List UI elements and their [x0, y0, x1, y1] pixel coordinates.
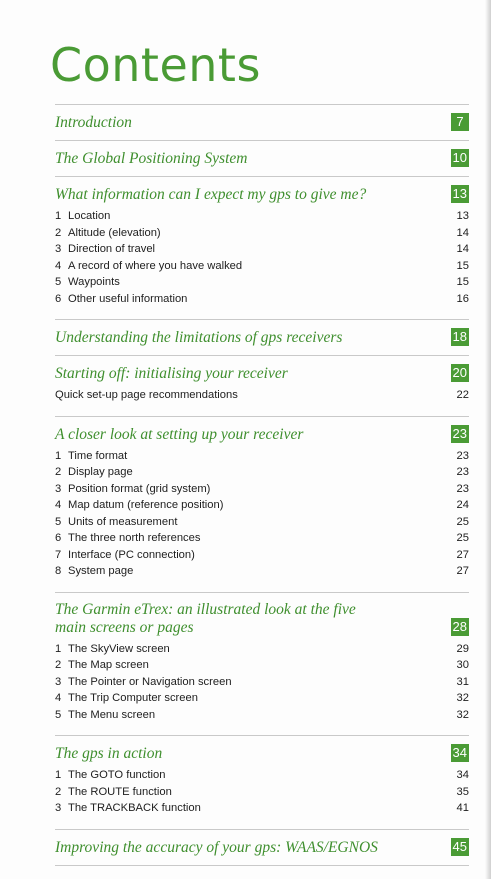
- item-page: 32: [456, 692, 469, 704]
- item-label: Other useful information: [68, 292, 188, 305]
- section-items: [55, 387, 469, 416]
- item-number: 4: [55, 692, 62, 704]
- item-number: 2: [55, 466, 62, 478]
- section-page-badge: 7: [451, 113, 469, 131]
- item-page: 31: [456, 675, 469, 688]
- item-number: 1: [55, 449, 62, 462]
- toc-item[interactable]: [55, 387, 469, 404]
- item-label: Waypoints: [68, 276, 120, 288]
- item-number: 4: [55, 499, 62, 511]
- toc-section-header[interactable]: [55, 141, 469, 176]
- section-title: The gps in action: [55, 745, 163, 762]
- item-page: 27: [456, 548, 469, 561]
- item-label: Units of measurement: [68, 515, 178, 528]
- item-page: 14: [456, 243, 469, 255]
- section-page-badge: 23: [452, 425, 467, 441]
- section-page-badge: 28: [452, 618, 467, 634]
- item-page: 41: [456, 802, 469, 814]
- item-page: 24: [456, 499, 469, 511]
- item-label: The Trip Computer screen: [68, 692, 198, 704]
- section-page-badge: 10: [452, 150, 467, 165]
- item-number: 1: [55, 210, 62, 222]
- page-edge-shadow: [485, 0, 491, 879]
- toc-section-header[interactable]: [55, 830, 469, 865]
- section-title-line: The Garmin eTrex: an illustrated look at the five: [55, 600, 356, 618]
- item-number: 3: [55, 243, 62, 255]
- item-page: 35: [456, 785, 469, 798]
- table-of-contents: [55, 104, 469, 866]
- toc-item[interactable]: [55, 547, 469, 564]
- toc-section: [55, 319, 469, 355]
- item-page: 23: [456, 466, 469, 478]
- toc-section: [55, 355, 469, 416]
- item-label: Location: [68, 210, 111, 222]
- toc-item[interactable]: [55, 241, 469, 258]
- section-title: Understanding the limitations of gps receivers: [55, 329, 343, 346]
- item-label: Map datum (reference position): [68, 499, 224, 511]
- item-page: 13: [456, 210, 469, 222]
- section-title: [55, 601, 356, 637]
- item-page: 22: [456, 389, 469, 401]
- item-label: The GOTO function: [68, 769, 166, 781]
- item-label: Time format: [68, 449, 128, 462]
- toc-item[interactable]: [55, 514, 469, 531]
- toc-item[interactable]: [55, 641, 469, 658]
- item-label: The three north references: [68, 532, 201, 544]
- item-label: Position format (grid system): [68, 482, 211, 495]
- item-page: 30: [456, 659, 469, 671]
- item-number: 6: [55, 532, 62, 544]
- item-number: 8: [55, 565, 62, 577]
- section-items: [55, 208, 469, 319]
- item-label: The Pointer or Navigation screen: [68, 675, 232, 688]
- item-label: System page: [68, 565, 134, 577]
- item-label: The ROUTE function: [68, 785, 172, 798]
- item-label: The Map screen: [68, 659, 149, 671]
- item-page: 25: [456, 532, 469, 544]
- section-page-badge: 18: [452, 329, 467, 344]
- section-items: [55, 767, 469, 829]
- section-items: [55, 448, 469, 592]
- toc-section: [55, 592, 469, 736]
- item-page: 27: [456, 565, 469, 577]
- item-number: 5: [55, 708, 62, 721]
- toc-section-header[interactable]: [55, 736, 469, 767]
- toc-item[interactable]: [55, 291, 469, 308]
- toc-item[interactable]: [55, 530, 469, 547]
- toc-item[interactable]: [55, 563, 469, 580]
- toc-item[interactable]: [55, 225, 469, 242]
- section-title: Starting off: initialising your receiver: [55, 365, 288, 382]
- toc-item[interactable]: [55, 690, 469, 707]
- item-page: 23: [456, 482, 469, 495]
- item-number: 1: [55, 642, 62, 655]
- section-title-line: main screens or pages: [55, 618, 194, 636]
- section-title: What information can I expect my gps to give me?: [55, 186, 367, 203]
- toc-item[interactable]: [55, 497, 469, 514]
- toc-section: [55, 829, 469, 866]
- item-number: 1: [55, 769, 62, 781]
- toc-section-header[interactable]: [55, 593, 469, 641]
- toc-item[interactable]: [55, 707, 469, 724]
- toc-item[interactable]: [55, 657, 469, 674]
- item-number: 5: [55, 276, 62, 288]
- toc-item[interactable]: [55, 784, 469, 801]
- toc-item[interactable]: [55, 464, 469, 481]
- item-page: 25: [456, 515, 469, 528]
- section-title: Improving the accuracy of your gps: WAAS/EGNOS: [55, 838, 378, 856]
- section-page-badge: 13: [452, 186, 467, 201]
- toc-item[interactable]: [55, 481, 469, 498]
- section-page-badge: 45: [452, 838, 467, 854]
- item-label: Display page: [68, 466, 133, 478]
- item-number: 6: [55, 292, 62, 305]
- item-page: 16: [456, 292, 469, 305]
- toc-item[interactable]: [55, 258, 469, 275]
- item-number: 3: [55, 802, 62, 814]
- item-page: 23: [456, 449, 469, 462]
- toc-section: [55, 176, 469, 319]
- item-number: 4: [55, 259, 62, 272]
- section-title: Introduction: [55, 114, 132, 131]
- item-page: 15: [456, 276, 469, 288]
- item-page: 32: [456, 708, 469, 721]
- toc-item[interactable]: [55, 674, 469, 691]
- item-number: 3: [55, 675, 62, 688]
- item-label: Interface (PC connection): [68, 548, 195, 561]
- toc-section-header[interactable]: [55, 320, 469, 355]
- item-number: 2: [55, 659, 62, 671]
- item-label: Quick set-up page recommendations: [55, 389, 238, 401]
- item-number: 7: [55, 548, 62, 561]
- item-label: Altitude (elevation): [68, 226, 161, 239]
- section-title: A closer look at setting up your receiver: [55, 425, 304, 443]
- toc-section: [55, 416, 469, 592]
- toc-section-header[interactable]: [55, 356, 469, 387]
- toc-section: [55, 140, 469, 176]
- page-title: Contents: [50, 38, 261, 92]
- item-label: The Menu screen: [68, 708, 156, 721]
- toc-item[interactable]: [55, 800, 469, 817]
- toc-section: [55, 735, 469, 829]
- item-number: 2: [55, 226, 62, 239]
- item-label: A record of where you have walked: [68, 259, 243, 272]
- toc-section-header[interactable]: [55, 105, 469, 140]
- item-label: The TRACKBACK function: [68, 802, 201, 814]
- item-page: 15: [456, 259, 469, 272]
- item-page: 34: [456, 769, 469, 781]
- item-number: 5: [55, 515, 62, 528]
- section-items: [55, 641, 469, 736]
- item-number: 3: [55, 482, 62, 495]
- item-page: 14: [456, 226, 469, 239]
- toc-section: [55, 104, 469, 140]
- toc-item[interactable]: [55, 767, 469, 784]
- item-number: 2: [55, 785, 62, 798]
- item-label: Direction of travel: [68, 243, 156, 255]
- toc-section-header[interactable]: [55, 417, 469, 448]
- section-page-badge: 20: [452, 365, 467, 380]
- section-page-badge: 34: [452, 745, 467, 760]
- item-label: The SkyView screen: [68, 642, 170, 655]
- item-page: 29: [456, 642, 469, 655]
- section-title: The Global Positioning System: [55, 150, 248, 167]
- toc-section-header[interactable]: [55, 177, 469, 208]
- toc-item[interactable]: [55, 448, 469, 465]
- toc-item[interactable]: [55, 274, 469, 291]
- toc-item[interactable]: [55, 208, 469, 225]
